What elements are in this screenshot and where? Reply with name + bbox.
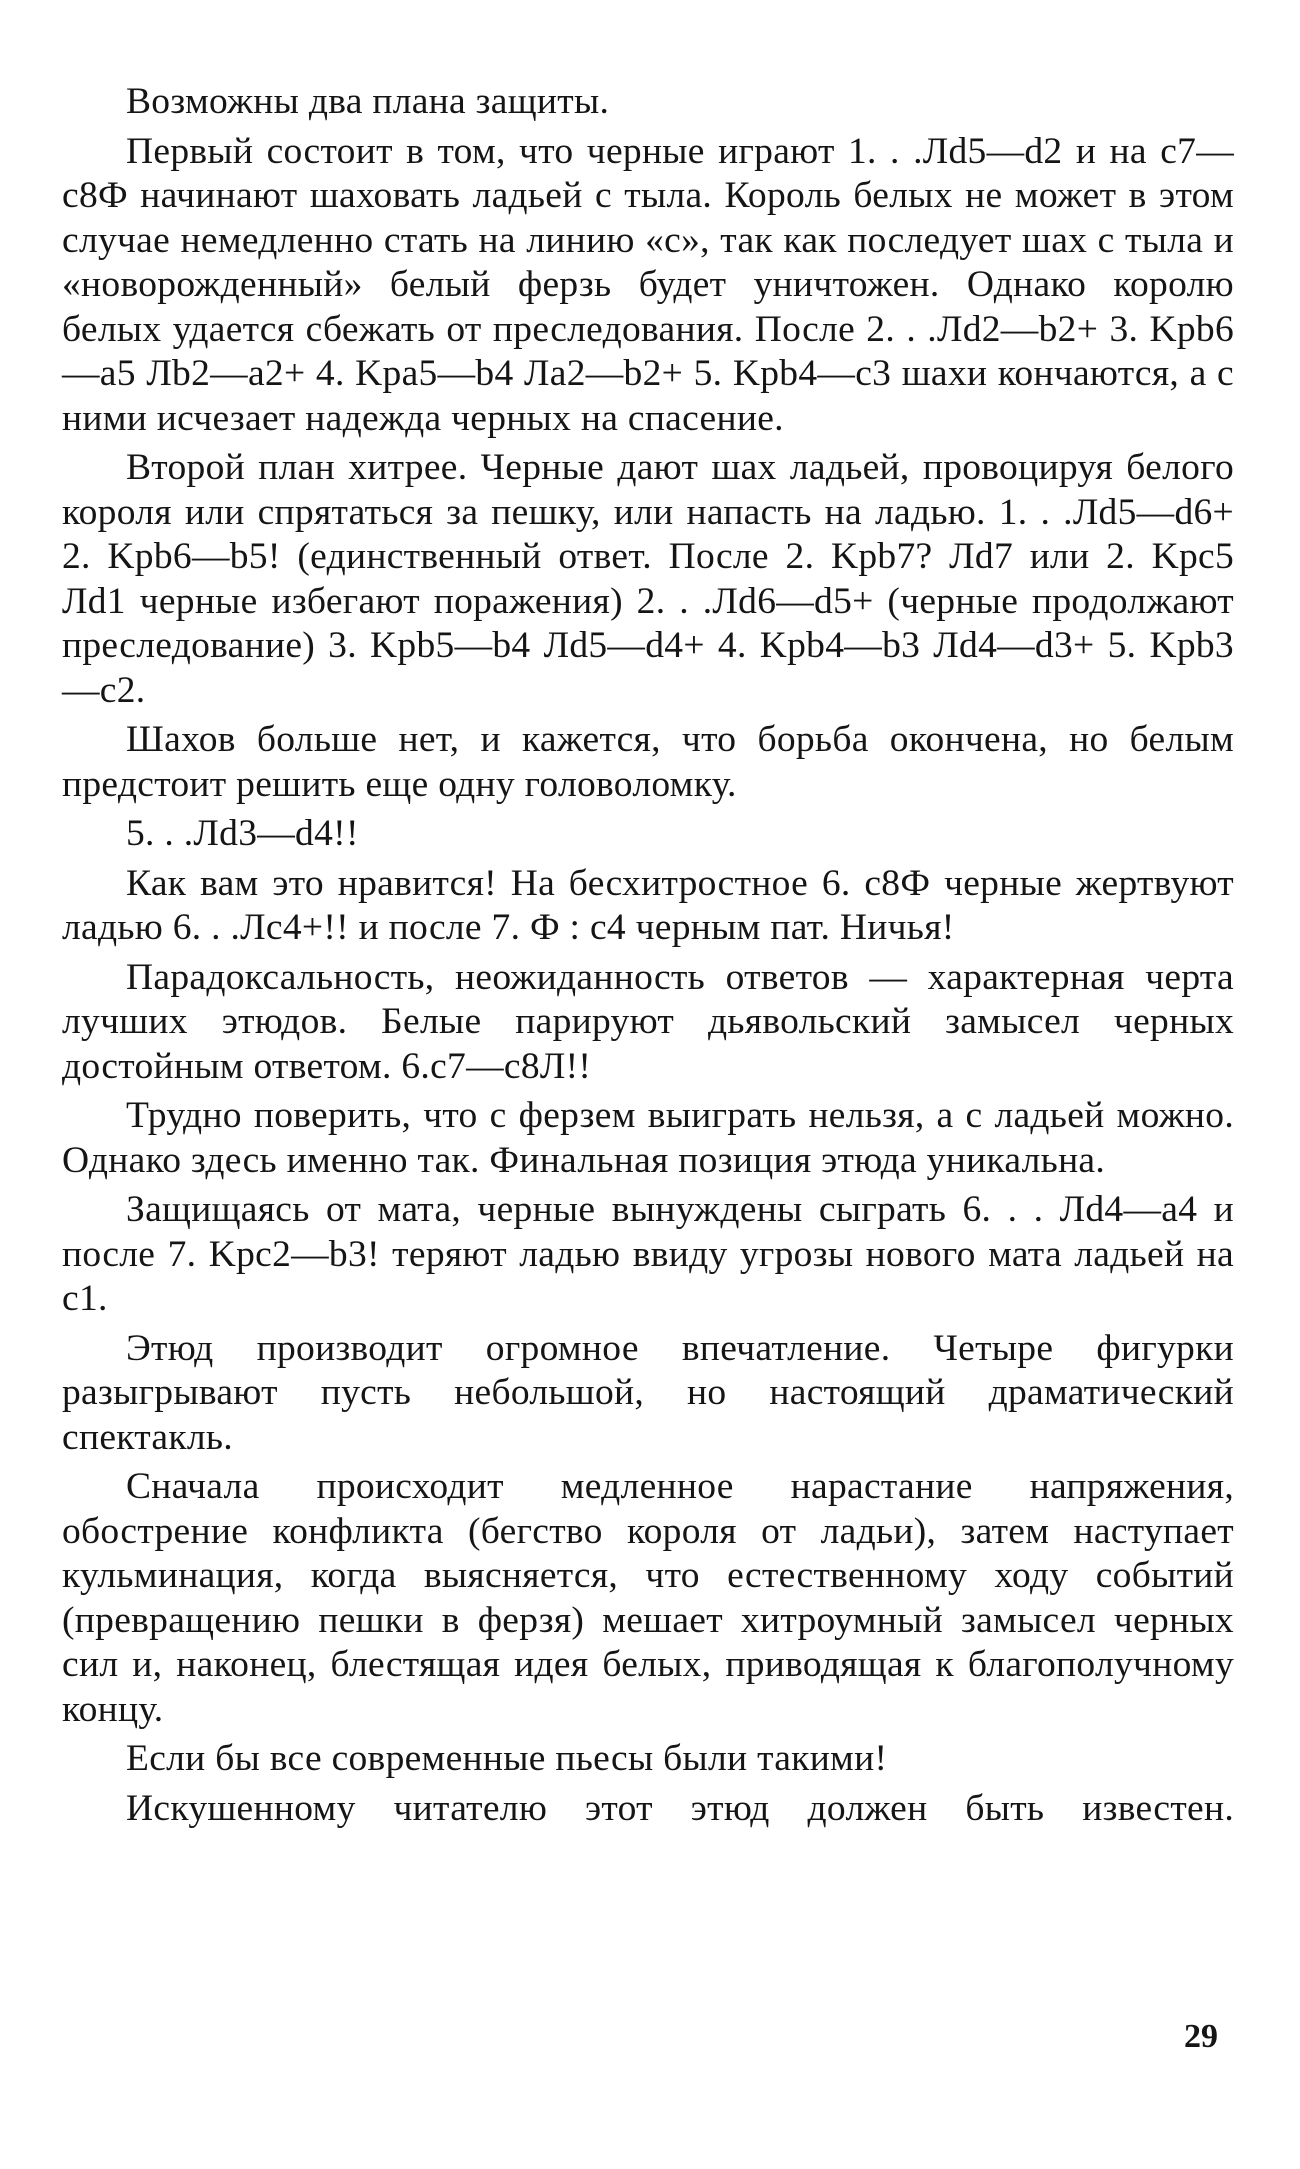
paragraph-8: Трудно поверить, что с ферзем выиграть нельзя, а с ладьей можно. Однако здесь именно так. Финальная позиция этюда уникальна. bbox=[62, 1095, 1234, 1181]
paragraph-10: Этюд производит огромное впечатление. Четыре фигурки разыгрывают пусть небольшой, но настоящий драматический спектакль. bbox=[62, 1327, 1234, 1458]
paragraph-3: Второй план хитрее. Черные дают шах ладьей, провоцируя белого короля или спрятаться за пешку, или напасть на ладью. 1. . .Лd5—d6+ 2. Kpb6—b5! (единственный ответ. После 2. Kpb7? Лd7 или 2. Kpc5 Лd1 черные избегают поражения) 2. . .Лd6—d5+ (черные продолжают преследование) 3. Kpb5—b4 Лd5—d4+ 4. Kpb4—b3 Лd4—d3+ 5. Kpb3—c2. bbox=[62, 447, 1234, 711]
paragraph-1: Возможны два плана защиты. bbox=[126, 81, 610, 122]
paragraph-4: Шахов больше нет, и кажется, что борьба окончена, но белым предстоит решить еще одну головоломку. bbox=[62, 719, 1234, 805]
paragraph-6: Как вам это нравится! На бесхитростное 6. c8Ф черные жертвуют ладью 6. . .Лc4+!! и после 7. Ф : c4 черным пат. Ничья! bbox=[62, 862, 1234, 948]
page-body bbox=[62, 80, 1234, 1836]
paragraph-11: Сначала происходит медленное нарастание напряжения, обострение конфликта (бегство короля от ладьи), затем наступает кульминация, когда выясняется, что естественному ходу событий (превращению пешки в ферзя) мешает хитроумный замысел черных сил и, наконец, блестящая идея белых, приводящая к благополучному концу. bbox=[62, 1466, 1234, 1730]
page-number: 29 bbox=[1184, 2018, 1218, 2055]
paragraph-9: Защищаясь от мата, черные вынуждены сыграть 6. . . Лd4—a4 и после 7. Kpc2—b3! теряют ладью ввиду угрозы нового мата ладьей на c1. bbox=[62, 1189, 1234, 1319]
paragraph-13: Искушенному читателю этот этюд должен быть известен. bbox=[126, 1787, 1234, 1829]
paragraph-12: Если бы все современные пьесы были такими! bbox=[126, 1738, 888, 1779]
paragraph-5: 5. . .Лd3—d4!! bbox=[126, 813, 359, 854]
paragraph-2: Первый состоит в том, что черные играют 1. . .Лd5—d2 и на c7—c8Ф начинают шаховать ладьей с тыла. Король белых не может в этом случае немедленно стать на линию «c», так как последует шах с тыла и «новорожденный» белый ферзь будет уничтожен. Однако королю белых удается сбежать от преследования. После 2. . .Лd2—b2+ 3. Kpb6—a5 Лb2—a2+ 4. Kpa5—b4 Лa2—b2+ 5. Kpb4—c3 шахи кончаются, а с ними исчезает надежда черных на спасение. bbox=[62, 130, 1234, 439]
paragraph-7: Парадоксальность, неожиданность ответов — характерная черта лучших этюдов. Белые парируют дьявольский замысел черных достойным ответом. 6.c7—c8Л!! bbox=[62, 956, 1234, 1087]
